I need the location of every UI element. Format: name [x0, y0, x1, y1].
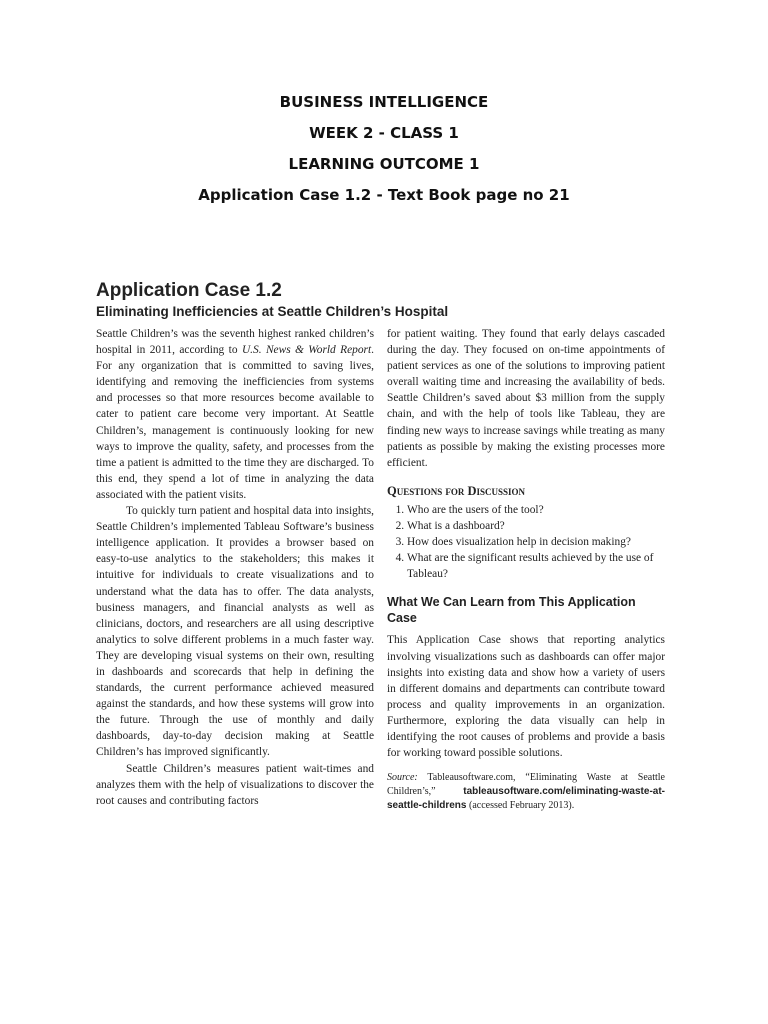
learning-outcome-label: LEARNING OUTCOME 1	[288, 155, 480, 173]
week-class-label: WEEK 2 - CLASS 1	[309, 124, 459, 142]
question-item: 4. What are the significant results achieved by the use of Tableau?	[407, 550, 665, 582]
case-subtitle: Eliminating Inefficiencies at Seattle Children’s Hospital	[96, 304, 449, 319]
questions-list	[387, 502, 665, 582]
intro-text-a: Seattle Children’s was the seventh highest ranked children’s hospital in 2011, according to	[96, 328, 374, 357]
learn-heading: What We Can Learn from This Application Case	[387, 595, 636, 626]
course-title: BUSINESS INTELLIGENCE	[279, 93, 489, 111]
source-label: Source:	[387, 772, 418, 784]
case-reference: Application Case 1.2 - Text Book page no 21	[198, 186, 570, 204]
source-citation	[387, 771, 665, 813]
question-item: 3. How does visualization help in decision making?	[407, 534, 665, 550]
question-item: 2. What is a dashboard?	[407, 518, 665, 534]
left-column	[96, 326, 374, 809]
case-title: Application Case 1.2	[96, 280, 282, 301]
source-text: Tableausoftware.com, “Eliminating Waste at Seattle Children’s,”	[387, 772, 665, 798]
source-url: tableausoftware.com/eliminating-waste-at-seattle-childrens	[387, 786, 665, 812]
questions-heading: Questions for Discussion	[387, 483, 526, 498]
paragraph-tableau: To quickly turn patient and hospital data into insights, Seattle Children’s implemented Tableau Software’s business intelligence application. It provides a browser based on easy-to-use analytics to the stakeholders; this makes it intuitive for individuals to create visualizations and to understand what the data has to offer. The data analysts, business managers, and financial analysts as well as clinicians, doctors, and researchers are all using descriptive analytics to solve different problems in a much faster way. They are developing visual systems on their own, resulting in dashboards and scorecards that help in defining the standards, the current performance achieved measured against the standards, and how these systems will grow into the future. Through the use of monthly and daily dashboards, day-to-day decision making at Seattle Children’s has improved significantly.	[96, 505, 374, 759]
paragraph-intro	[96, 326, 374, 503]
publication-name: U.S. News & World Report	[241, 344, 372, 357]
learn-paragraph: This Application Case shows that reporting analytics involving visualizations such as dashboards can offer major insights into existing data and show how a variety of users in different domains and departments can contribute toward process and quality improvements in an organization. Furthermore, exploring the data visually can help in identifying the root causes of problems and provide a basis for working toward possible solutions.	[387, 634, 665, 760]
document-header	[0, 90, 768, 207]
intro-text-b: . For any organization that is committed to saving lives, identifying and removing the inefficiencies from systems and processes so that more resources become available to cater to patient care become very important. At Seattle Children’s, management is continuously looking for new ways to improve the quality, safety, and processes from the time a patient is admitted to the time they are discharged. To this end, they spend a lot of time in analyzing the data associated with the patient visits.	[96, 344, 375, 501]
question-item: 1. Who are the users of the tool?	[407, 502, 665, 518]
paragraph-wait-times: Seattle Children’s measures patient wait-times and analyzes them with the help of visualizations to discover the root causes and contributing factors	[96, 762, 374, 807]
right-column	[387, 326, 665, 813]
source-tail: (accessed February 2013).	[466, 800, 575, 812]
paragraph-continued: for patient waiting. They found that early delays cascaded during the day. They focused on on-time appointments of patient services as one of the solutions to improving patient overall waiting time and increasing the availability of beds. Seattle Children’s saved about $3 million from the supply chain, and with the help of tools like Tableau, they are finding new ways to increase savings while treating as many patients as possible by making the existing processes more efficient.	[387, 328, 665, 469]
